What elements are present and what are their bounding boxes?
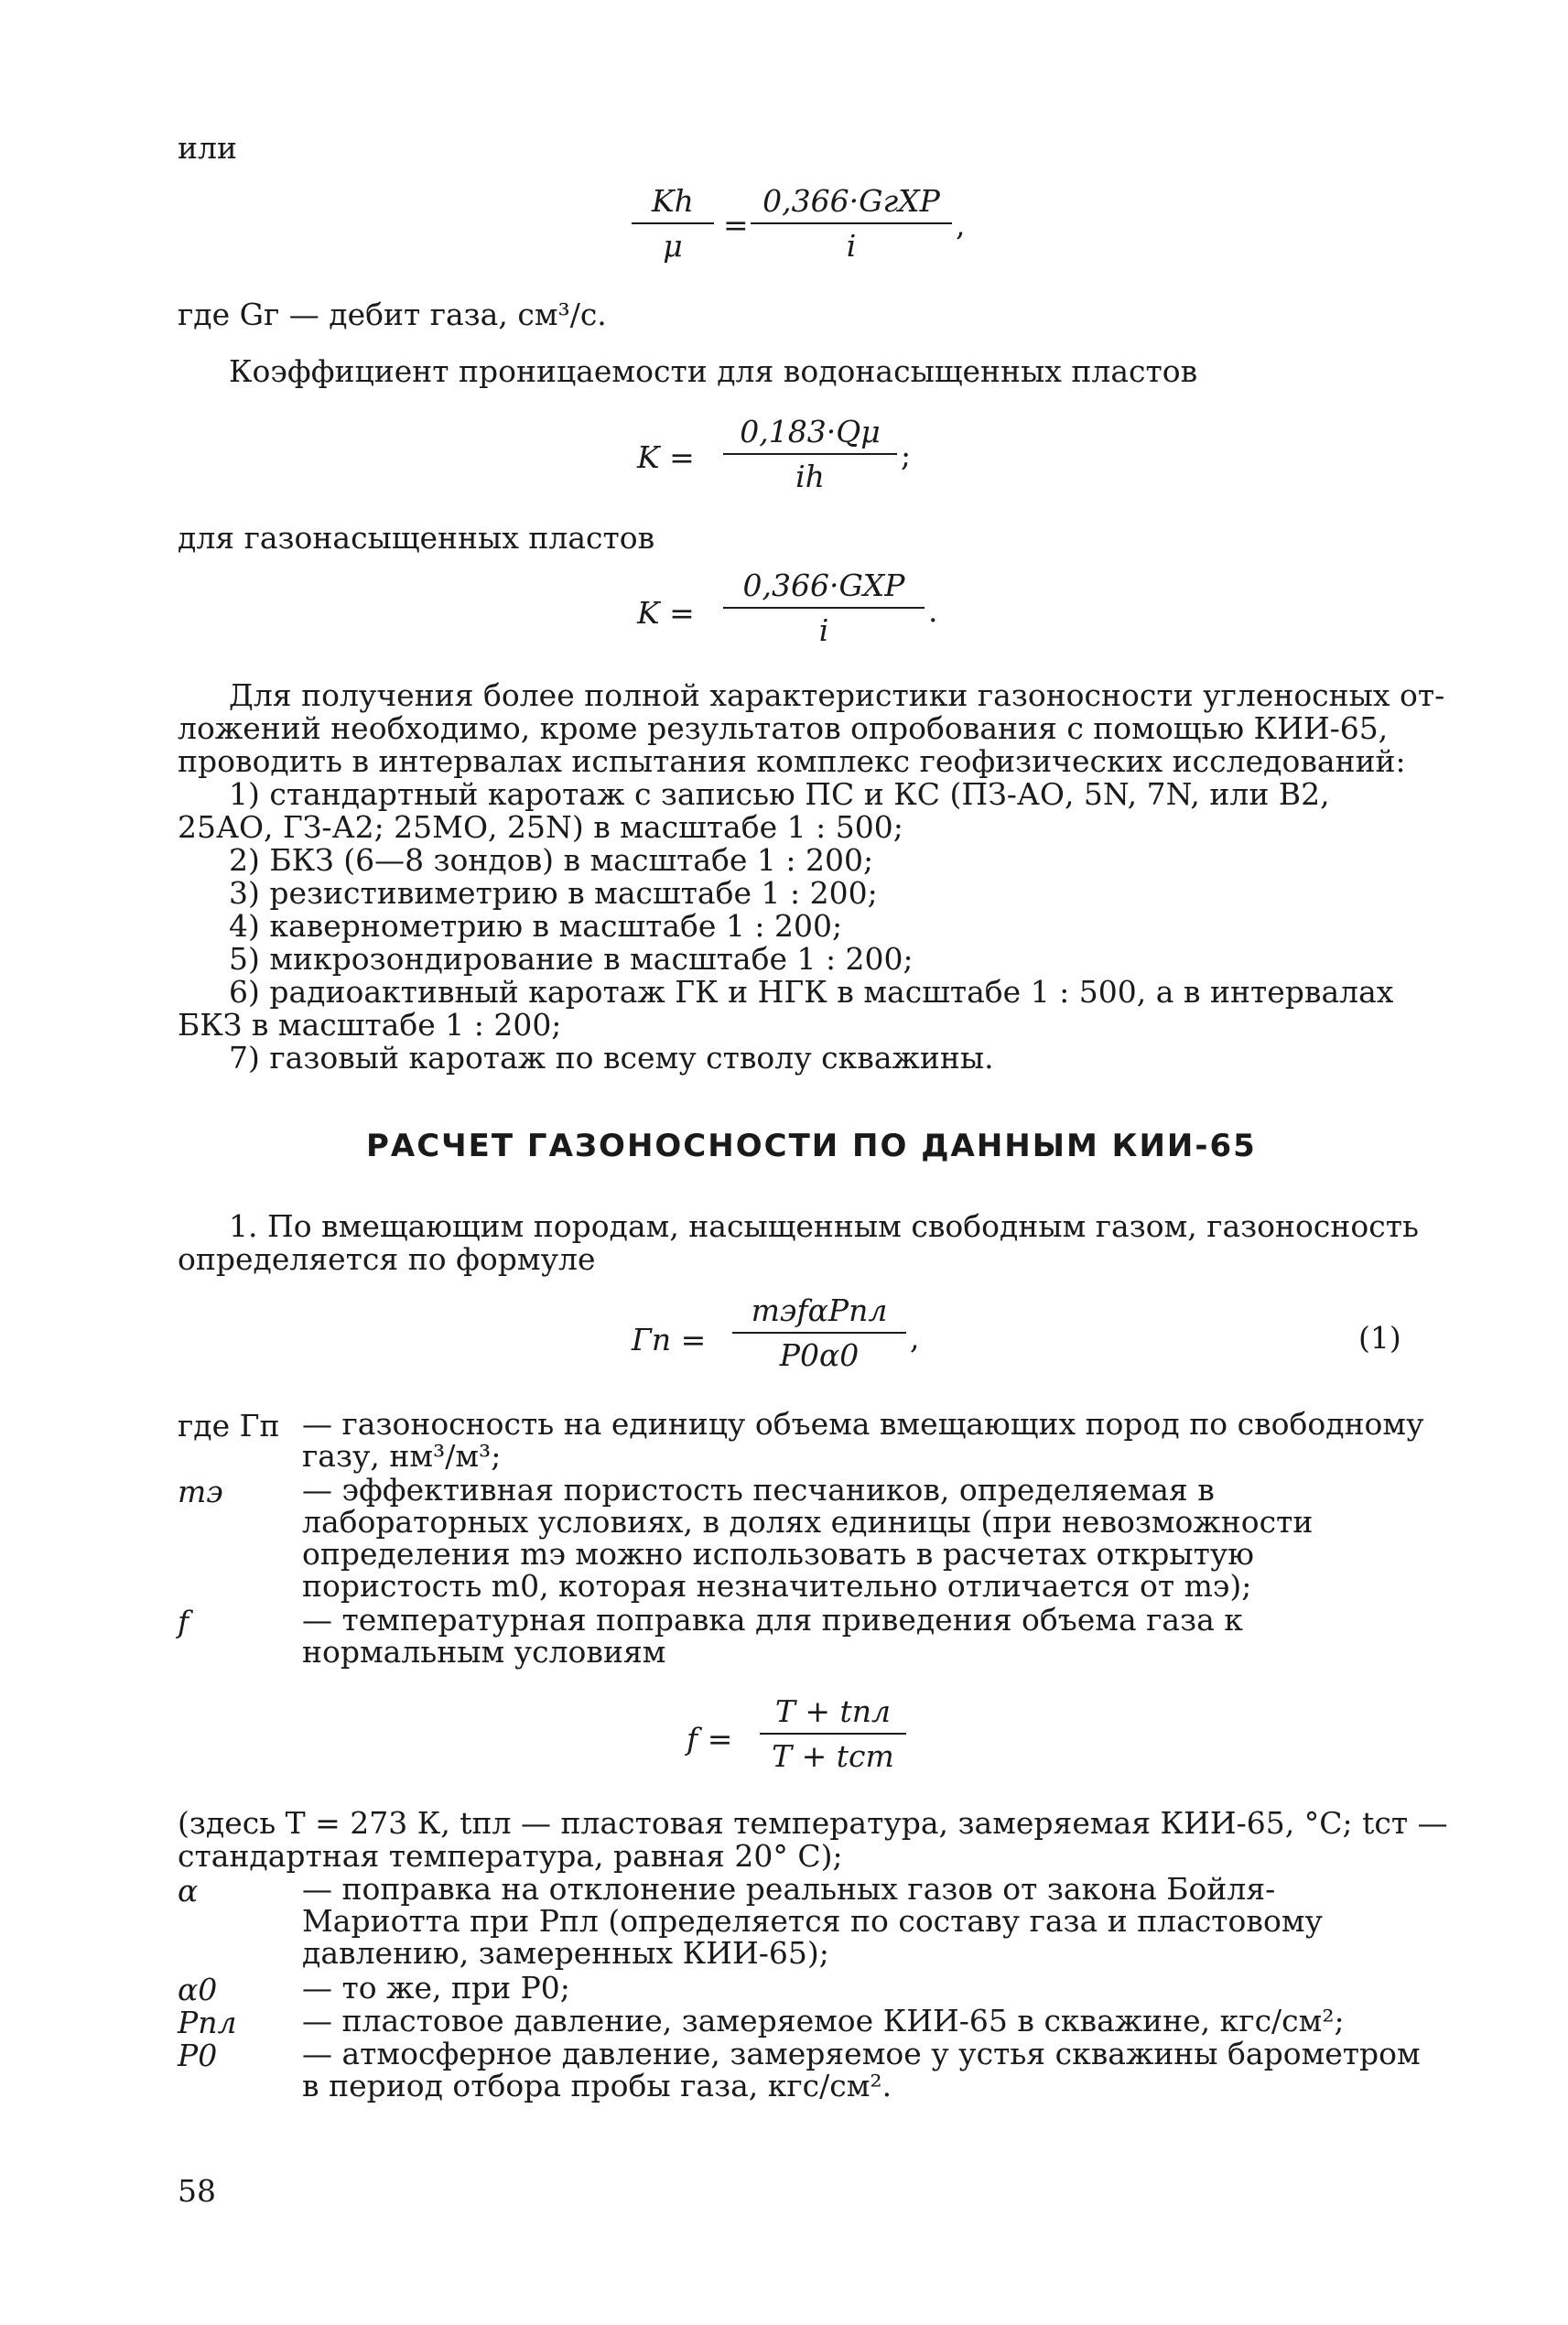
eq4-number: (1) bbox=[1358, 1320, 1401, 1356]
eq2-lhs: K = bbox=[637, 439, 695, 475]
def-term: где Гп bbox=[178, 1408, 280, 1444]
def-term: f bbox=[178, 1604, 189, 1639]
list-item: 7) газовый каротаж по всему стволу скважины. bbox=[229, 1040, 994, 1076]
eq2-numerator: 0,183·Qμ bbox=[723, 414, 897, 455]
eq4-comma: , bbox=[910, 1320, 920, 1356]
eq5-denominator: T + tст bbox=[772, 1738, 894, 1774]
eq2-fraction bbox=[723, 414, 897, 494]
eq1-rhs-fraction bbox=[751, 183, 952, 264]
section-heading: РАСЧЕТ ГАЗОНОСНОСТИ ПО ДАННЫМ КИИ-65 bbox=[366, 1128, 1257, 1164]
eq2-semicolon: ; bbox=[901, 438, 912, 473]
def-body: — атмосферное давление, замеряемое у устья скважины барометром в период отбора пробы газа, кгс/см². bbox=[302, 2036, 1421, 2103]
def-body: — то же, при P0; bbox=[302, 1970, 570, 2006]
item1-line-1: 1. По вмещающим породам, насыщенным свободным газом, газоносность bbox=[229, 1208, 1419, 1244]
eq4-numerator: mэfαPпл bbox=[732, 1292, 906, 1334]
eq2-denominator: ih bbox=[795, 459, 825, 494]
eq3-denominator: i bbox=[818, 612, 829, 648]
list-item: 4) кавернометрию в масштабе 1 : 200; bbox=[229, 908, 843, 944]
def-body: — газоносность на единицу объема вмещающих пород по свободному газу, нм³/м³; bbox=[302, 1406, 1424, 1474]
eq4-fraction bbox=[732, 1292, 906, 1373]
def-term: α0 bbox=[178, 1972, 218, 2007]
item1-line-2: определяется по формуле bbox=[178, 1241, 596, 1277]
list-item: 2) БКЗ (6—8 зондов) в масштабе 1 : 200; bbox=[229, 842, 874, 878]
perm-water-text: Коэффициент проницаемости для водонасыщенных пластов bbox=[229, 353, 1198, 389]
eq3-fraction bbox=[723, 568, 925, 648]
list-item: 6) радиоактивный каротаж ГК и НГК в масштабе 1 : 500, а в интервалах bbox=[229, 974, 1394, 1010]
def-body: — температурная поправка для приведения объема газа к нормальным условиям bbox=[302, 1602, 1243, 1670]
list-item: 1) стандартный каротаж с записью ПС и КС (ПЗ-АО, 5N, 7N, или В2, bbox=[229, 776, 1330, 812]
eq1-lhs-denominator: μ bbox=[663, 228, 683, 264]
eq3-numerator: 0,366·GXP bbox=[723, 568, 925, 609]
eq3-lhs: K = bbox=[637, 595, 695, 631]
intro-word: или bbox=[178, 130, 237, 166]
eq5-numerator: T + tпл bbox=[760, 1693, 906, 1735]
list-item: 3) резистивиметрию в масштабе 1 : 200; bbox=[229, 875, 878, 911]
eq1-lhs-fraction bbox=[632, 183, 714, 264]
eq3-period: . bbox=[928, 593, 938, 629]
list-item: БКЗ в масштабе 1 : 200; bbox=[178, 1007, 562, 1043]
eq5-lhs: f = bbox=[687, 1721, 733, 1757]
perm-gas-text: для газонасыщенных пластов bbox=[178, 520, 655, 556]
eq1-rhs-numerator: 0,366·GгXP bbox=[751, 183, 952, 224]
eq1-lhs-numerator: Kh bbox=[632, 183, 714, 224]
para-intro-line-1: Для получения более полной характеристики газоносности угленосных от- bbox=[229, 677, 1445, 713]
eq1-equals: = bbox=[723, 207, 749, 243]
def-term: Pпл bbox=[178, 2005, 237, 2040]
eq1-rhs-denominator: i bbox=[846, 228, 857, 264]
eq4-denominator: P0α0 bbox=[779, 1337, 860, 1373]
eq1-where-text: где Gг — дебит газа, см³/с. bbox=[178, 297, 607, 332]
def-body: — поправка на отклонение реальных газов от закона Бойля-Мариотта при Pпл (определяется по составу газа и пластовому давлению, замеренных КИИ-65); bbox=[302, 1871, 1323, 1971]
list-item: 5) микрозондирование в масштабе 1 : 200; bbox=[229, 941, 914, 977]
eq5-fraction bbox=[760, 1693, 906, 1774]
note-line-1: (здесь T = 273 К, tпл — пластовая температура, замеряемая КИИ-65, °С; tст — bbox=[178, 1805, 1448, 1841]
eq1-comma: , bbox=[956, 207, 966, 243]
eq4-lhs: Гп = bbox=[632, 1322, 707, 1357]
def-term: α bbox=[178, 1873, 199, 1909]
para-intro-line-2: ложений необходимо, кроме результатов опробования с помощью КИИ-65, bbox=[178, 710, 1389, 746]
def-term: mэ bbox=[178, 1474, 223, 1509]
def-term: P0 bbox=[178, 2038, 218, 2073]
list-item: 25АО, ГЗ-А2; 25МО, 25N) в масштабе 1 : 500; bbox=[178, 809, 903, 845]
note-line-2: стандартная температура, равная 20° С); bbox=[178, 1838, 843, 1874]
def-body: — эффективная пористость песчаников, определяемая в лабораторных условиях, в долях единицы (при невозможности определения mэ можно использовать в расчетах открытую пористость m0, которая незначительно отличается от mэ); bbox=[302, 1472, 1314, 1604]
def-body: — пластовое давление, замеряемое КИИ-65 в скважине, кгс/см²; bbox=[302, 2003, 1345, 2038]
para-intro-line-3: проводить в интервалах испытания комплекс геофизических исследований: bbox=[178, 743, 1406, 779]
page-number: 58 bbox=[178, 2173, 216, 2209]
